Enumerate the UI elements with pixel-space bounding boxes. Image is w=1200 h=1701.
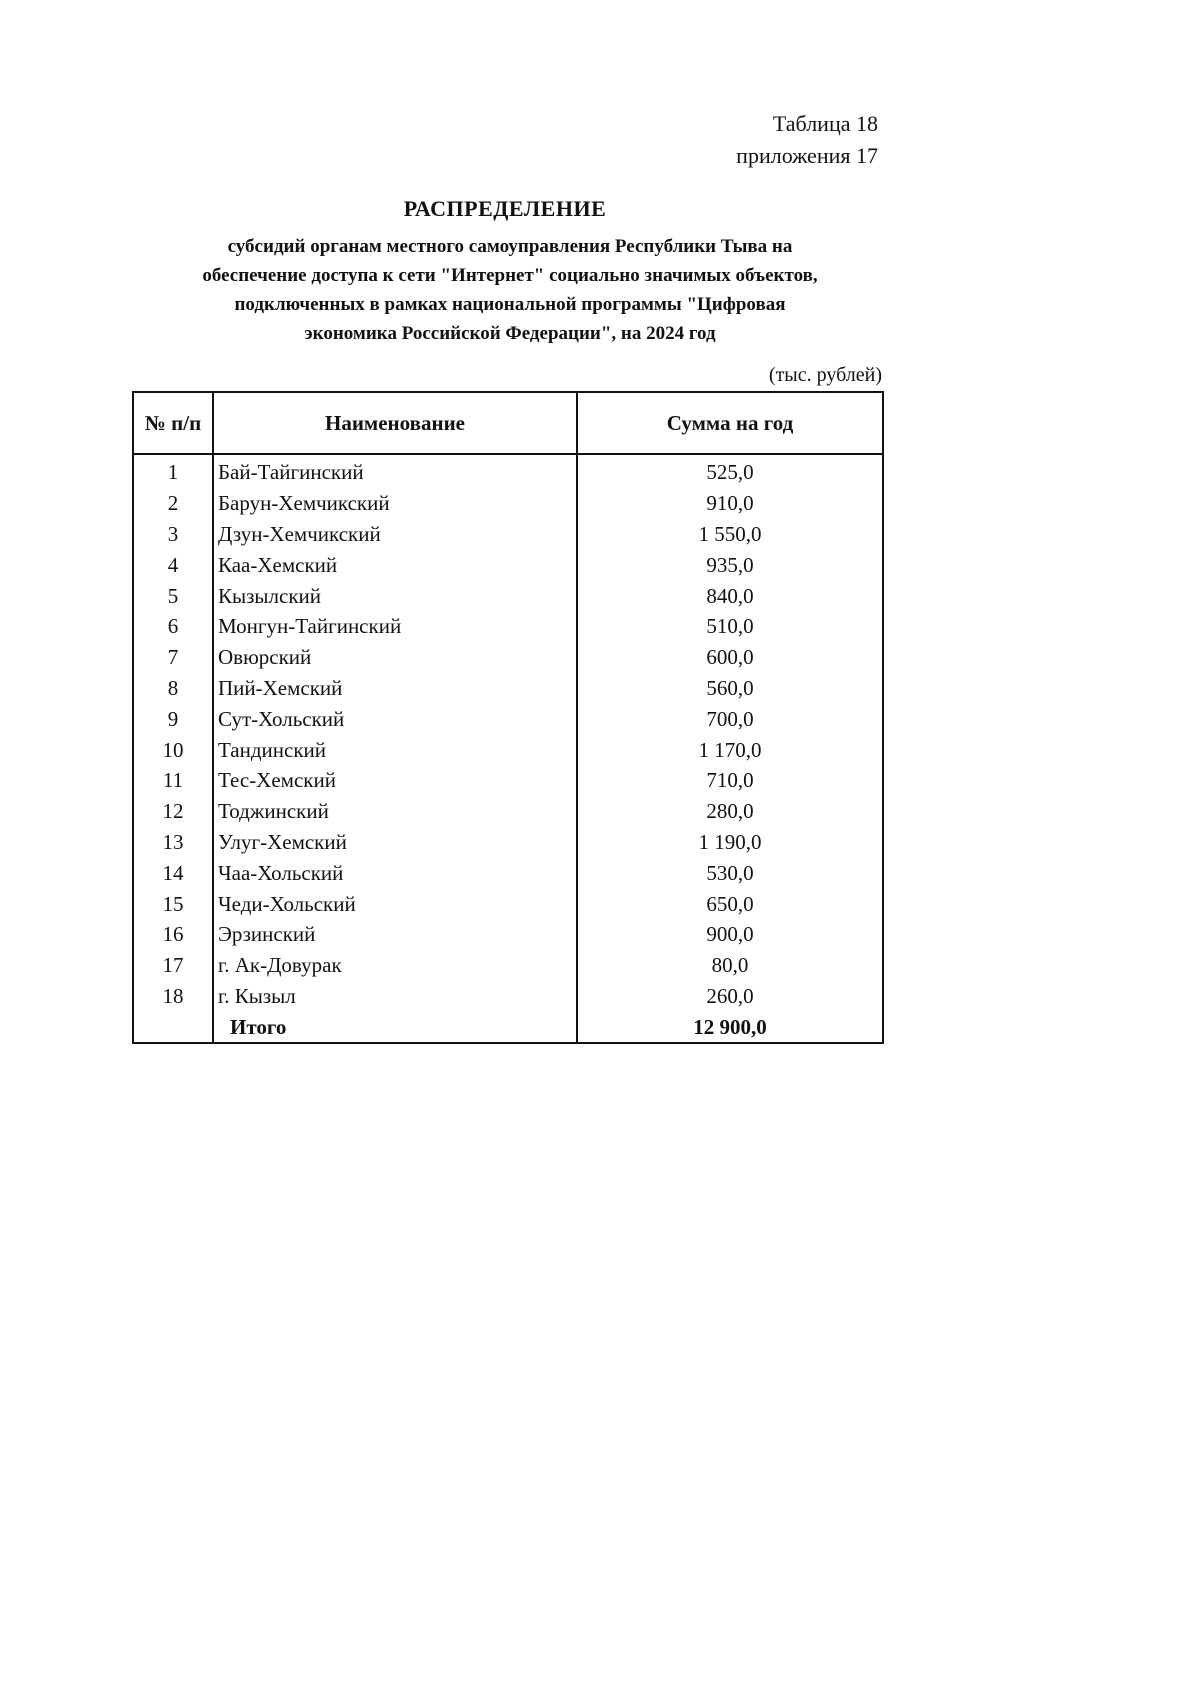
column-header-number: № п/п — [133, 392, 213, 454]
annual-sum: 525,0 — [577, 454, 883, 488]
table-row — [133, 642, 883, 673]
annual-sum: 80,0 — [577, 950, 883, 981]
municipality-name: Бай-Тайгинский — [213, 454, 577, 488]
appendix-number: приложения 17 — [736, 143, 878, 168]
subtitle-line: экономика Российской Федерации", на 2024 год — [304, 323, 716, 344]
table-row — [133, 488, 883, 519]
row-number: 3 — [133, 519, 213, 550]
annual-sum: 1 170,0 — [577, 734, 883, 765]
annual-sum: 260,0 — [577, 981, 883, 1012]
annual-sum: 560,0 — [577, 673, 883, 704]
row-number: 10 — [133, 734, 213, 765]
municipality-name: г. Ак-Довурак — [213, 950, 577, 981]
total-row — [133, 1011, 883, 1043]
table-number: Таблица 18 — [772, 111, 878, 136]
table-row — [133, 981, 883, 1012]
municipality-name: г. Кызыл — [213, 981, 577, 1012]
annual-sum: 700,0 — [577, 703, 883, 734]
municipality-name: Барун-Хемчикский — [213, 488, 577, 519]
table-row — [133, 827, 883, 858]
total-sum: 12 900,0 — [577, 1011, 883, 1043]
table-row — [133, 673, 883, 704]
row-number: 18 — [133, 981, 213, 1012]
table-row — [133, 703, 883, 734]
document-title: РАСПРЕДЕЛЕНИЕ — [403, 196, 607, 221]
annual-sum: 1 190,0 — [577, 827, 883, 858]
annual-sum: 1 550,0 — [577, 519, 883, 550]
table-row — [133, 919, 883, 950]
row-number: 5 — [133, 580, 213, 611]
row-number: 16 — [133, 919, 213, 950]
row-number: 11 — [133, 765, 213, 796]
row-number: 12 — [133, 796, 213, 827]
appendix-reference — [736, 108, 878, 172]
document-subtitle — [120, 232, 900, 348]
table-row — [133, 950, 883, 981]
column-header-name: Наименование — [213, 392, 577, 454]
table-row — [133, 549, 883, 580]
annual-sum: 910,0 — [577, 488, 883, 519]
total-label: Итого — [213, 1011, 577, 1043]
annual-sum: 650,0 — [577, 888, 883, 919]
municipality-name: Дзун-Хемчикский — [213, 519, 577, 550]
municipality-name: Каа-Хемский — [213, 549, 577, 580]
row-number: 6 — [133, 611, 213, 642]
subtitle-line: субсидий органам местного самоуправления Республики Тыва на — [227, 236, 793, 257]
subtitle-line: обеспечение доступа к сети "Интернет" социально значимых объектов, — [202, 265, 818, 286]
municipality-name: Чеди-Хольский — [213, 888, 577, 919]
municipality-name: Эрзинский — [213, 919, 577, 950]
row-number: 2 — [133, 488, 213, 519]
row-number: 14 — [133, 857, 213, 888]
annual-sum: 510,0 — [577, 611, 883, 642]
municipality-name: Тандинский — [213, 734, 577, 765]
table-row — [133, 888, 883, 919]
row-number: 8 — [133, 673, 213, 704]
table-row — [133, 611, 883, 642]
annual-sum: 935,0 — [577, 549, 883, 580]
annual-sum: 600,0 — [577, 642, 883, 673]
row-number: 4 — [133, 549, 213, 580]
table-row — [133, 519, 883, 550]
row-number: 1 — [133, 454, 213, 488]
table-body — [133, 454, 883, 1011]
table-row — [133, 796, 883, 827]
table-row — [133, 580, 883, 611]
municipality-name: Тес-Хемский — [213, 765, 577, 796]
units-label: (тыс. рублей) — [768, 364, 882, 386]
table-row — [133, 454, 883, 488]
annual-sum: 900,0 — [577, 919, 883, 950]
total-number-cell — [133, 1011, 213, 1043]
subtitle-line: подключенных в рамках национальной программы "Цифровая — [234, 294, 786, 315]
municipality-name: Пий-Хемский — [213, 673, 577, 704]
table-row — [133, 734, 883, 765]
municipality-name: Тоджинский — [213, 796, 577, 827]
row-number: 7 — [133, 642, 213, 673]
municipality-name: Кызылский — [213, 580, 577, 611]
table-header-row — [133, 392, 883, 454]
column-header-sum: Сумма на год — [577, 392, 883, 454]
annual-sum: 710,0 — [577, 765, 883, 796]
row-number: 15 — [133, 888, 213, 919]
distribution-table — [132, 391, 884, 1044]
municipality-name: Сут-Хольский — [213, 703, 577, 734]
row-number: 17 — [133, 950, 213, 981]
municipality-name: Монгун-Тайгинский — [213, 611, 577, 642]
row-number: 13 — [133, 827, 213, 858]
municipality-name: Овюрский — [213, 642, 577, 673]
municipality-name: Чаа-Хольский — [213, 857, 577, 888]
row-number: 9 — [133, 703, 213, 734]
table-row — [133, 765, 883, 796]
municipality-name: Улуг-Хемский — [213, 827, 577, 858]
annual-sum: 280,0 — [577, 796, 883, 827]
annual-sum: 530,0 — [577, 857, 883, 888]
table-row — [133, 857, 883, 888]
annual-sum: 840,0 — [577, 580, 883, 611]
